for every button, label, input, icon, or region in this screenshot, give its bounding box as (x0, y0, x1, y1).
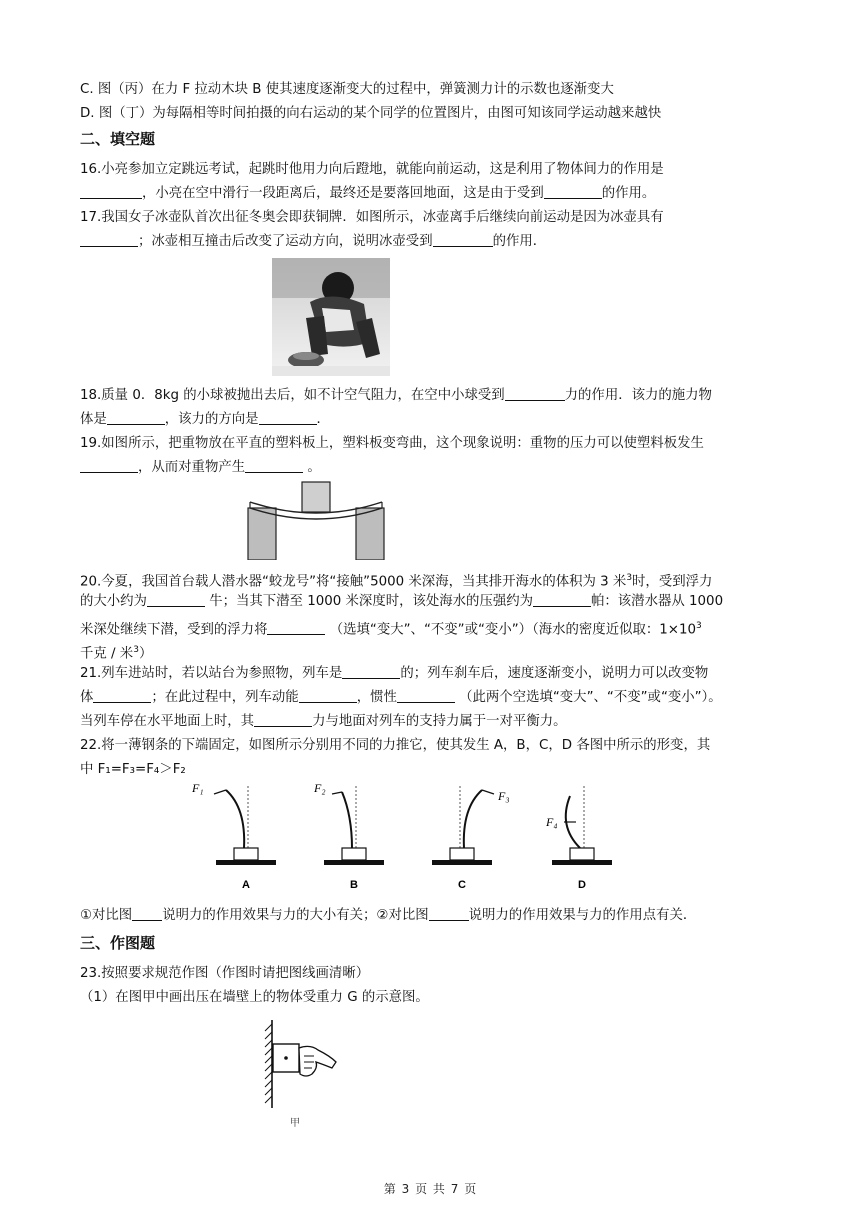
answer-blank[interactable] (544, 184, 602, 199)
q19-line2: ，从而对重物产生 。 (80, 458, 780, 478)
q16-line1: 16.小亮参加立定跳远考试，起跳时他用力向后蹬地，就能向前运动，这是利用了物体间力的作用是 (80, 162, 664, 177)
answer-blank[interactable] (245, 458, 303, 473)
answer-blank[interactable] (107, 410, 165, 425)
panel-c (432, 786, 510, 891)
q22-line2: 中 F₁=F₃=F₄＞F₂ (80, 762, 186, 777)
answer-blank[interactable] (259, 410, 317, 425)
answer-blank[interactable] (342, 664, 400, 679)
force-label: F₂ (314, 781, 326, 795)
answer-blank[interactable] (80, 184, 142, 199)
panel-label: D (578, 879, 586, 891)
answer-blank[interactable] (505, 386, 565, 401)
panel-a (191, 781, 276, 891)
answer-blank[interactable] (132, 906, 162, 921)
q19-line1: 19.如图所示，把重物放在平直的塑料板上，塑料板变弯曲，这个现象说明：重物的压力可以使塑料板发生 (80, 436, 704, 451)
answer-blank[interactable] (147, 592, 205, 607)
force-label: F₁ (192, 781, 204, 795)
q20-line4: 千克 / 米$^3$） (80, 645, 153, 662)
answer-blank[interactable] (433, 232, 493, 247)
q21-line2: 体 ；在此过程中，列车动能 ，惯性 （此两个空选填“变大”、“不变”或“变小”）。 (80, 690, 722, 705)
answer-blank[interactable] (254, 712, 312, 727)
q20-line1: 20.今夏，我国首台载人潜水器“蛟龙号”将“接触”5000 米深海，当其排开海水的体积为 3 米$^3$时，受到浮力 (80, 573, 713, 590)
panel-d (545, 786, 612, 891)
section-drawing-title: 三、作图题 (80, 934, 156, 952)
panel-label: C (458, 879, 466, 891)
answer-blank[interactable] (80, 232, 138, 247)
q22-line1: 22.将一薄钢条的下端固定，如图所示分别用不同的力推它，使其发生 A，B，C，D 各图中所示的形变，其 (80, 738, 711, 753)
q23-line2: （1）在图甲中画出压在墙壁上的物体受重力 G 的示意图。 (80, 990, 429, 1005)
answer-blank[interactable] (429, 906, 469, 921)
panel-label: A (242, 879, 250, 891)
answer-blank[interactable] (93, 688, 151, 703)
q21-line1: 21.列车进站时，若以站台为参照物，列车是 的；列车刹车后，速度逐渐变小，说明力可以改变物 (80, 666, 709, 681)
answer-blank[interactable] (397, 688, 455, 703)
q18-line1: 18.质量 0．8kg 的小球被抛出去后，如不计空气阻力，在空中小球受到 力的作用．该力的施力物 (80, 388, 712, 403)
force-label: F₃ (498, 789, 510, 803)
answer-blank[interactable] (267, 620, 325, 635)
force-label: F₄ (546, 815, 558, 829)
page-footer: 第 3 页 共 7 页 (383, 1182, 477, 1196)
q16-line2: ，小亮在空中滑行一段距离后，最终还是要落回地面，这是由于受到 的作用。 (80, 184, 780, 204)
wall-block-figure (260, 1016, 350, 1132)
q18-line2: 体是 ，该力的方向是 ． (80, 412, 330, 427)
option-c: C. 图（丙）在力 F 拉动木块 B 使其速度逐渐变大的过程中，弹簧测力计的示数也逐渐变大 (80, 82, 614, 97)
curling-photo (272, 258, 390, 376)
section-fill-in-title: 二、填空题 (80, 130, 156, 148)
q21-line3: 当列车停在水平地面上时，其 力与地面对列车的支持力属于一对平衡力。 (80, 714, 567, 729)
answer-blank[interactable] (533, 592, 591, 607)
q22-answer-line: ①对比图 说明力的作用效果与力的大小有关；②对比图 说明力的作用效果与力的作用点有关． (80, 908, 697, 923)
option-d: D. 图（丁）为每隔相等时间拍摄的向右运动的某个同学的位置图片，由图可知该同学运动越来越快 (80, 106, 662, 121)
answer-blank[interactable] (80, 458, 138, 473)
q20-line2: 的大小约为 牛；当其下潜至 1000 米深度时，该处海水的压强约为 帕：该潜水器从 1000 (80, 594, 724, 609)
figure-label: 甲 (290, 1118, 300, 1129)
bent-board-figure (246, 478, 386, 560)
panel-label: B (350, 879, 358, 891)
steel-strip-figures (186, 776, 626, 894)
q17-line1: 17.我国女子冰壶队首次出征冬奥会即获铜牌．如图所示，冰壶离手后继续向前运动是因为冰壶具有 (80, 210, 664, 225)
q17-line2: ；冰壶相互撞击后改变了运动方向，说明冰壶受到 的作用． (80, 232, 780, 252)
q20-line3: 米深处继续下潜，受到的浮力将 （选填“变大”、“不变”或“变小”）（海水的密度近似取：$1\times 10^3$ (80, 621, 702, 638)
answer-blank[interactable] (299, 688, 357, 703)
panel-b (313, 781, 384, 891)
q23-line1: 23.按照要求规范作图（作图时请把图线画清晰） (80, 966, 370, 981)
